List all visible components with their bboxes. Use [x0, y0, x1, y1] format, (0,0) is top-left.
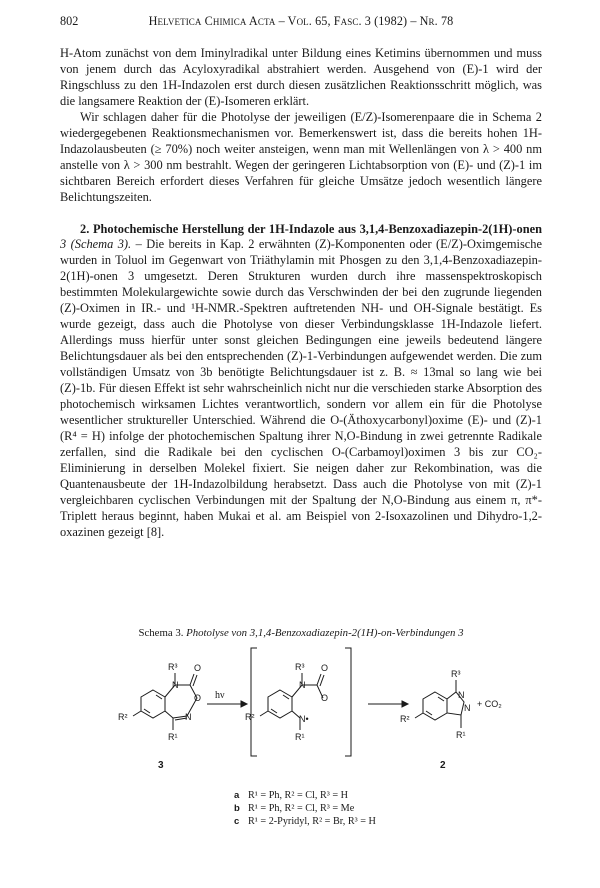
svg-text:R¹: R¹ [295, 732, 305, 742]
scheme-caption-label: Schema 3. [138, 627, 184, 639]
svg-text:N•: N• [299, 714, 309, 724]
section-heading: 2. Photochemische Herstellung der 1H-Indazole aus 3,1,4-Benzoxadiazepin-2(1H)-onen [80, 221, 542, 236]
page-header [60, 14, 542, 30]
svg-text:N: N [185, 712, 192, 722]
svg-text:O: O [194, 663, 202, 673]
legend-row: c R¹ = 2-Pyridyl, R² = Br, R³ = H [234, 816, 376, 827]
svg-text:R¹: R¹ [456, 730, 466, 740]
svg-text:O: O [321, 663, 329, 673]
paragraph-1: H-Atom zunächst von dem Iminylradikal unter Bildung eines Ketimins übernommen und muss von jenem durch das Acyloxyradikal abstrahiert werden. Ausgehend von (E)-1 wird der Ringschluss zu den 1H-Indazolen erst durch diesen zusätzlichen Reaktionsschritt möglich, was die langsamere Reaktion der (E)-Isomeren erklärt. [60, 46, 542, 108]
bracket-left [251, 648, 257, 756]
svg-text:N: N [464, 703, 471, 713]
svg-text:N: N [172, 680, 179, 690]
scheme-caption-text: Photolyse von 3,1,4-Benzoxadiazepin-2(1H)-on-Verbindungen 3 [186, 627, 464, 639]
svg-text:R¹: R¹ [168, 732, 178, 742]
schema-reference: 3 (Schema 3). [60, 237, 132, 252]
svg-text:R²: R² [245, 712, 255, 722]
hv-label: hν [215, 690, 225, 701]
svg-text:R³: R³ [295, 662, 305, 672]
page-number: 802 [60, 14, 79, 28]
bracket-right [345, 648, 351, 756]
svg-text:R³: R³ [451, 669, 461, 679]
section-text: – Die bereits in Kap. 2 erwähnten (Z)-Komponenten oder (E/Z)-Oximgemische wurden in Toluol im Gegenwart von Triäthylamin mit Phosgen zu den 3,1,4-Benzoxadiazepin-2(1H)-onen 3 umgesetzt. Deren Strukturen wurden durch ihre massenspektroskopisch bestimmten Molekulargewichte sowie durch das Verschwinden der bei den zugrunde liegenden (Z)-Oximen in IR.- und ¹H-NMR.-Spektren auftretenden NH- und OH-Signale bestätigt. Es wurde gezeigt, dass auch die Photolyse von dieser Verbindungsklasse 1H-Indazole liefert. Allerdings muss hierfür unter sonst gleichen Bedingungen eine jeweils bedeutend längere Belichtungsdauer als bei den entsprechenden (Z)-1-Verbindungen aufgewendet werden. Die zum vollständigen Umsatz von 3b benötigte Belichtungsdauer ist z. B. ≈ 13mal so lang wie bei (Z)-1b. Für diesen Effekt ist sehr wahrscheinlich nicht nur die verschieden starke Absorption des photochemisch wirksamen Lichtes verantwortlich, sondern vor allem ein für die Photolyse wesentlicher struktureller Unterschied. Während die O-(Äthoxycarbonyl)oxime (E)- und (Z)-1 (R⁴ = H) infolge der photochemischen Spaltung ihrer N,O-Bindung in zwei getrennte Radikale zerfallen, sind die Radikale bei den cyclischen O-(Carbamoyl)oximen 3 bis zur CO₂-Eliminierung in derselben Molekel fixiert. Sie neigen daher zur Rekombination, was die Quantenausbeute der 1H-Indazolbildung herabsetzt. Dass auch die Photolyse von mit (Z)-1 vergleichbaren cyclischen Verbindungen mit der Spaltung der N,O-Bindung aus einem π, π*-Triplett heraus beginnt, haben Mukai et al. am Beispiel von 2-Isoxazolinen und Dihydro-1,2-oxazinen gezeigt [8]. [60, 237, 542, 539]
running-head: Helvetica Chimica Acta – Vol. 65, Fasc. 3 (1982) – Nr. 78 [148, 14, 454, 28]
benzene-ring-left [141, 690, 165, 718]
svg-text:R³: R³ [168, 662, 178, 672]
benzene-ring-right [423, 692, 447, 720]
co2-byproduct: + CO₂ [477, 699, 502, 709]
compound-2-label: 2 [440, 760, 446, 771]
body-text [60, 46, 542, 541]
diazepinone-ring [165, 685, 197, 718]
compound-3-label: 3 [158, 760, 164, 771]
svg-text:O: O [194, 693, 202, 703]
paragraph-2: Wir schlagen daher für die Photolyse der jeweiligen (E/Z)-Isomerenpaare die in Schema 2 wiedergegebenen Reaktionsmechanismen vor. Bemerkenswert ist, dass die bereits hohen 1H-Indazolausbeuten (≥ 70%) noch weiter ansteigen, wenn man mit Wellenlängen von λ > 400 nm anstelle von λ > 300 nm bestrahlt. Wegen der geringeren Lichtabsorption von (E)- und (Z)-1 im sichtbaren Bereich erfordert dieses Verfahren für gleiche Umsätze jedoch wesentlich längere Belichtungszeiten. [60, 109, 542, 204]
legend-row: b R¹ = Ph, R² = Cl, R³ = Me [234, 803, 355, 814]
legend-row: a R¹ = Ph, R² = Cl, R³ = H [234, 790, 348, 801]
svg-text:N: N [299, 680, 306, 690]
svg-text:N: N [458, 690, 465, 700]
svg-text:R²: R² [400, 714, 410, 724]
scheme-caption [60, 627, 542, 639]
paragraph-3 [60, 222, 542, 541]
benzene-ring-middle [268, 690, 292, 718]
reaction-scheme [105, 640, 505, 775]
svg-text:R²: R² [118, 712, 128, 722]
svg-text:O: O [321, 693, 329, 703]
